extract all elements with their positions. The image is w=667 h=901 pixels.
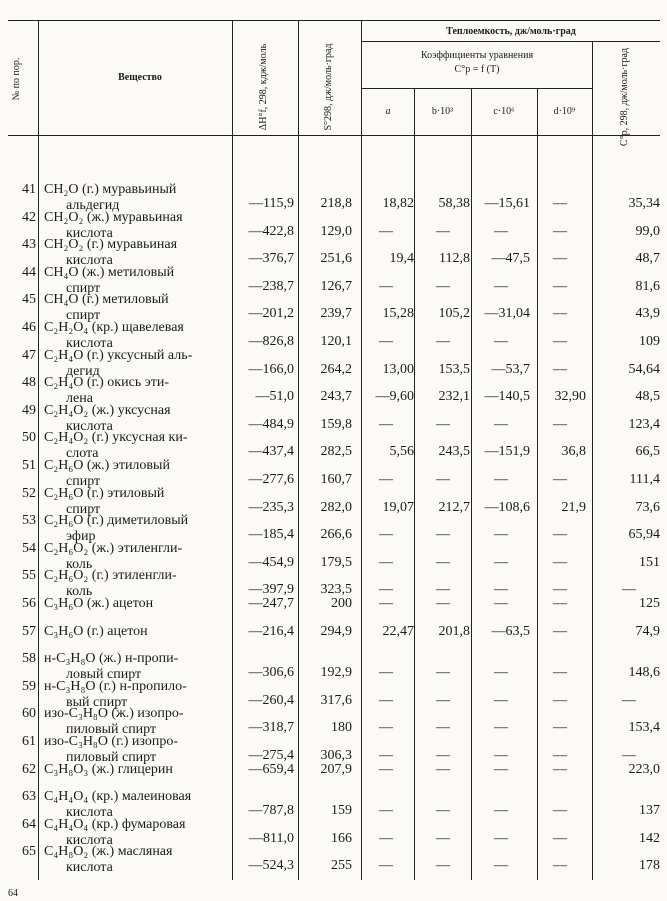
substance-line-1: изо-C₃H₈O (г.) изопро- <box>44 734 179 749</box>
row-number: 45 <box>22 292 36 307</box>
row-number: 48 <box>22 375 36 390</box>
header-substance: Вещество <box>118 72 162 83</box>
enthalpy-value: —524,3 <box>248 858 294 873</box>
header-enthalpy: ΔH°f, 298, кдж/моль <box>258 43 269 131</box>
coef-d-value: — <box>553 596 567 611</box>
col-line-5 <box>414 88 415 880</box>
enthalpy-value: —811,0 <box>249 831 294 846</box>
substance-line-1: C₂H₆O (ж.) этиловый <box>44 458 170 473</box>
heat-capacity-value: 35,34 <box>628 196 660 211</box>
header-entropy: S°298, дж/моль·град <box>323 43 334 131</box>
heat-capacity-rule <box>362 41 660 42</box>
row-number: 44 <box>22 265 36 280</box>
coef-a-value: — <box>379 858 393 873</box>
heat-capacity-value: 123,4 <box>628 417 660 432</box>
heat-capacity-value: 109 <box>639 334 660 349</box>
enthalpy-value: —201,2 <box>248 306 294 321</box>
entropy-value: 243,7 <box>320 389 352 404</box>
entropy-value: 207,9 <box>320 762 352 777</box>
substance-line-2: спирт <box>66 474 101 489</box>
substance-line-1: C₂H₄O₂ (г.) уксусная ки- <box>44 430 188 445</box>
coef-b-value: — <box>436 224 450 239</box>
header-cp: C°p, 298, дж/моль·град <box>619 47 630 147</box>
enthalpy-value: —275,4 <box>248 748 294 763</box>
coef-b-value: 212,7 <box>438 500 470 515</box>
coef-d-value: — <box>553 251 567 266</box>
coef-a-value: — <box>379 417 393 432</box>
coef-c-value: — <box>494 596 508 611</box>
row-number: 49 <box>22 403 36 418</box>
coef-d-value: — <box>553 306 567 321</box>
coef-b-value: — <box>436 527 450 542</box>
substance-line-1: C₂H₆O (г.) этиловый <box>44 486 165 501</box>
coef-c-value: —140,5 <box>484 389 530 404</box>
substance-line-1: C₂H₂O₄ (кр.) щавелевая <box>44 320 184 335</box>
entropy-value: 294,9 <box>320 624 352 639</box>
coef-c-value: — <box>494 555 508 570</box>
coef-b-value: 105,2 <box>438 306 470 321</box>
heat-capacity-value: 142 <box>639 831 660 846</box>
substance-line-1: н-C₃H₈O (г.) н-пропило- <box>44 679 187 694</box>
coef-a-value: — <box>379 748 393 763</box>
coef-b-value: — <box>436 831 450 846</box>
substance-line-1: C₂H₆O (г.) диметиловый <box>44 513 189 528</box>
substance-line-2: кислота <box>66 419 113 434</box>
col-line-1 <box>38 20 39 880</box>
enthalpy-value: —422,8 <box>248 224 294 239</box>
substance-line-2: ловый спирт <box>66 667 142 682</box>
entropy-value: 317,6 <box>320 693 352 708</box>
substance-line-1: C₂H₆O₂ (ж.) этиленгли- <box>44 541 183 556</box>
coef-d-value: 21,9 <box>561 500 586 515</box>
row-number: 46 <box>22 320 36 335</box>
coef-c-value: — <box>494 831 508 846</box>
substance-line-1: н-C₃H₈O (ж.) н-пропи- <box>44 651 179 666</box>
coef-d-value: — <box>553 665 567 680</box>
enthalpy-value: —277,6 <box>248 472 294 487</box>
header-no: № по пор. <box>11 57 22 101</box>
substance-name <box>44 624 230 640</box>
heat-capacity-value: 73,6 <box>635 500 660 515</box>
heat-capacity-value: 151 <box>639 555 660 570</box>
coef-a-value: — <box>379 472 393 487</box>
substance-line-2: спирт <box>66 308 101 323</box>
coef-a-value: 13,00 <box>382 362 414 377</box>
substance-line-1: C₄H₈O₂ (ж.) масляная <box>44 844 173 859</box>
heat-capacity-value: — <box>622 693 636 708</box>
coef-b-value: — <box>436 858 450 873</box>
entropy-value: 255 <box>331 858 352 873</box>
substance-line-2: кислота <box>66 253 113 268</box>
row-number: 42 <box>22 210 36 225</box>
coef-b-value: — <box>436 596 450 611</box>
coef-a-value: — <box>379 762 393 777</box>
enthalpy-value: —115,9 <box>249 196 294 211</box>
heat-capacity-value: 111,4 <box>629 472 660 487</box>
heat-capacity-value: — <box>622 582 636 597</box>
coef-d-value: — <box>553 417 567 432</box>
header-c: c·10⁶ <box>493 106 515 117</box>
substance-line-2: кислота <box>66 833 113 848</box>
heat-capacity-value: — <box>622 748 636 763</box>
row-number: 57 <box>22 624 36 639</box>
entropy-value: 264,2 <box>320 362 352 377</box>
coef-c-value: —15,61 <box>484 196 530 211</box>
enthalpy-value: —376,7 <box>248 251 294 266</box>
coef-a-value: —9,60 <box>375 389 414 404</box>
substance-line-2: пиловый спирт <box>66 722 157 737</box>
coef-d-value: — <box>553 831 567 846</box>
substance-line-2: эфир <box>66 529 96 544</box>
header-b: b·10³ <box>431 106 454 117</box>
coef-b-value: 153,5 <box>438 362 470 377</box>
coef-d-value: — <box>553 279 567 294</box>
coef-a-value: — <box>379 334 393 349</box>
enthalpy-value: —216,4 <box>248 624 294 639</box>
enthalpy-value: —397,9 <box>248 582 294 597</box>
coef-b-value: 112,8 <box>439 251 470 266</box>
page-number: 64 <box>8 888 18 899</box>
coef-a-value: — <box>379 693 393 708</box>
row-number: 62 <box>22 762 36 777</box>
coef-a-value: 15,28 <box>382 306 414 321</box>
coef-c-value: — <box>494 762 508 777</box>
coef-a-value: — <box>379 831 393 846</box>
substance-line-1: C₂H₆O₂ (г.) этиленгли- <box>44 568 177 583</box>
row-number: 50 <box>22 430 36 445</box>
enthalpy-value: —454,9 <box>248 555 294 570</box>
row-number: 59 <box>22 679 36 694</box>
coef-b-value: — <box>436 472 450 487</box>
coef-b-value: — <box>436 417 450 432</box>
coef-c-value: — <box>494 803 508 818</box>
substance-line-2: коль <box>66 557 93 572</box>
coef-b-value: — <box>436 279 450 294</box>
col-line-3 <box>298 20 299 880</box>
entropy-value: 120,1 <box>320 334 352 349</box>
enthalpy-value: —51,0 <box>255 389 294 404</box>
substance-line-2: вый спирт <box>66 695 128 710</box>
substance-line-1: CH₂O (г.) муравьиный <box>44 182 177 197</box>
row-number: 53 <box>22 513 36 528</box>
coef-b-value: — <box>436 762 450 777</box>
enthalpy-value: —437,4 <box>248 444 294 459</box>
substance-name <box>44 762 230 778</box>
substance-line-2: дегид <box>66 364 100 379</box>
heat-capacity-value: 223,0 <box>628 762 660 777</box>
coef-b-value: 232,1 <box>438 389 470 404</box>
coef-c-value: — <box>494 224 508 239</box>
enthalpy-value: —306,6 <box>248 665 294 680</box>
coef-d-value: — <box>553 582 567 597</box>
col-line-8 <box>592 41 593 880</box>
substance-line-1: CH₄O (ж.) метиловый <box>44 265 175 280</box>
coef-a-value: 5,56 <box>389 444 414 459</box>
heat-capacity-value: 148,6 <box>628 665 660 680</box>
coef-c-value: —108,6 <box>484 500 530 515</box>
entropy-value: 160,7 <box>320 472 352 487</box>
header-coeffs-eq: C°p = f (T) <box>454 64 500 75</box>
enthalpy-value: —235,3 <box>248 500 294 515</box>
heat-capacity-value: 66,5 <box>635 444 660 459</box>
coef-c-value: — <box>494 472 508 487</box>
substance-line-1: C₃H₈O₃ (ж.) глицерин <box>44 762 173 777</box>
substance-line-2: кислота <box>66 860 113 875</box>
entropy-value: 282,5 <box>320 444 352 459</box>
substance-line-1: изо-C₃H₈O (ж.) изопро- <box>44 706 184 721</box>
substance-line-1: C₂H₄O (г.) окись эти- <box>44 375 169 390</box>
coef-c-value: —47,5 <box>491 251 530 266</box>
coef-d-value: — <box>553 196 567 211</box>
entropy-value: 266,6 <box>320 527 352 542</box>
substance-line-1: CH₂O₂ (г.) муравьиная <box>44 237 178 252</box>
substance-line-2: альдегид <box>66 198 120 213</box>
header-heat-capacity: Теплоемкость, дж/моль·град <box>446 26 576 37</box>
header-coeffs: Коэффициенты уравнения <box>420 50 534 61</box>
coef-a-value: 19,4 <box>389 251 414 266</box>
enthalpy-value: —185,4 <box>248 527 294 542</box>
coef-b-value: — <box>436 665 450 680</box>
coef-a-value: — <box>379 665 393 680</box>
coef-b-value: — <box>436 334 450 349</box>
entropy-value: 239,7 <box>320 306 352 321</box>
coef-d-value: — <box>553 334 567 349</box>
coef-a-value: — <box>379 803 393 818</box>
row-number: 52 <box>22 486 36 501</box>
coef-c-value: —151,9 <box>484 444 530 459</box>
enthalpy-value: —247,7 <box>248 596 294 611</box>
substance-line-1: CH₄O (г.) метиловый <box>44 292 169 307</box>
row-number: 65 <box>22 844 36 859</box>
coef-a-value: 22,47 <box>382 624 414 639</box>
entropy-value: 179,5 <box>320 555 352 570</box>
coef-c-value: — <box>494 748 508 763</box>
entropy-value: 282,0 <box>320 500 352 515</box>
coef-d-value: 32,90 <box>554 389 586 404</box>
entropy-value: 180 <box>331 720 352 735</box>
coef-c-value: — <box>494 334 508 349</box>
coef-c-value: —63,5 <box>491 624 530 639</box>
substance-line-1: C₄H₄O₄ (кр.) малеиновая <box>44 789 192 804</box>
table-top-rule <box>8 20 660 21</box>
coef-a-value: — <box>379 527 393 542</box>
enthalpy-value: —659,4 <box>248 762 294 777</box>
entropy-value: 251,6 <box>320 251 352 266</box>
row-number: 56 <box>22 596 36 611</box>
row-number: 64 <box>22 817 36 832</box>
coef-d-value: — <box>553 224 567 239</box>
coef-d-value: — <box>553 555 567 570</box>
heat-capacity-value: 125 <box>639 596 660 611</box>
row-number: 43 <box>22 237 36 252</box>
coef-c-value: —31,04 <box>484 306 530 321</box>
heat-capacity-value: 81,6 <box>635 279 660 294</box>
entropy-value: 218,8 <box>320 196 352 211</box>
coef-d-value: 36,8 <box>561 444 586 459</box>
coef-d-value: — <box>553 362 567 377</box>
substance-name <box>44 596 230 612</box>
enthalpy-value: —166,0 <box>248 362 294 377</box>
coef-c-value: — <box>494 693 508 708</box>
coef-d-value: — <box>553 762 567 777</box>
coef-d-value: — <box>553 472 567 487</box>
coef-b-value: 201,8 <box>438 624 470 639</box>
coef-a-value: — <box>379 224 393 239</box>
coef-a-value: 18,82 <box>382 196 414 211</box>
substance-line-2: кислота <box>66 226 113 241</box>
heat-capacity-value: 74,9 <box>635 624 660 639</box>
row-number: 58 <box>22 651 36 666</box>
row-number: 54 <box>22 541 36 556</box>
coef-c-value: — <box>494 279 508 294</box>
enthalpy-value: —238,7 <box>248 279 294 294</box>
header-a: a <box>385 106 391 117</box>
coef-a-value: — <box>379 596 393 611</box>
coef-c-value: — <box>494 858 508 873</box>
heat-capacity-value: 99,0 <box>635 224 660 239</box>
coef-d-value: — <box>553 858 567 873</box>
entropy-value: 159,8 <box>320 417 352 432</box>
coef-c-value: —53,7 <box>491 362 530 377</box>
coef-d-value: — <box>553 803 567 818</box>
enthalpy-value: —260,4 <box>248 693 294 708</box>
substance-line-2: спирт <box>66 281 101 296</box>
coef-a-value: — <box>379 720 393 735</box>
coef-b-value: — <box>436 748 450 763</box>
substance-line-2: пиловый спирт <box>66 750 157 765</box>
substance-line-2: спирт <box>66 502 101 517</box>
enthalpy-value: —787,8 <box>248 803 294 818</box>
entropy-value: 159 <box>331 803 352 818</box>
coef-b-value: — <box>436 582 450 597</box>
header-d: d·10⁹ <box>553 106 576 117</box>
substance-line-1: C₂H₄O (г.) уксусный аль- <box>44 348 193 363</box>
entropy-value: 192,9 <box>320 665 352 680</box>
col-line-2 <box>232 20 233 880</box>
coef-a-value: 19,07 <box>382 500 414 515</box>
entropy-value: 306,3 <box>320 748 352 763</box>
row-number: 55 <box>22 568 36 583</box>
coef-d-value: — <box>553 720 567 735</box>
heat-capacity-value: 178 <box>639 858 660 873</box>
coef-b-value: 243,5 <box>438 444 470 459</box>
substance-line-1: CH₂O₂ (ж.) муравьиная <box>44 210 183 225</box>
coef-d-value: — <box>553 527 567 542</box>
coeffs-rule <box>362 88 592 89</box>
substance-name <box>44 844 230 876</box>
substance-line-1: C₃H₆O (ж.) ацетон <box>44 596 154 611</box>
row-number: 41 <box>22 182 36 197</box>
heat-capacity-value: 54,64 <box>628 362 660 377</box>
coef-b-value: — <box>436 693 450 708</box>
substance-line-2: кислота <box>66 336 113 351</box>
coef-a-value: — <box>379 555 393 570</box>
substance-line-2: лена <box>66 391 93 406</box>
row-number: 63 <box>22 789 36 804</box>
substance-line-2: коль <box>66 584 93 599</box>
coef-b-value: — <box>436 803 450 818</box>
heat-capacity-value: 137 <box>639 803 660 818</box>
coef-b-value: — <box>436 555 450 570</box>
enthalpy-value: —484,9 <box>248 417 294 432</box>
heat-capacity-value: 43,9 <box>635 306 660 321</box>
substance-line-2: слота <box>66 446 99 461</box>
coef-d-value: — <box>553 624 567 639</box>
entropy-value: 200 <box>331 596 352 611</box>
substance-line-2: кислота <box>66 805 113 820</box>
coef-c-value: — <box>494 527 508 542</box>
substance-line-1: C₄H₄O₄ (кр.) фумаровая <box>44 817 186 832</box>
entropy-value: 323,5 <box>320 582 352 597</box>
row-number: 47 <box>22 348 36 363</box>
coef-d-value: — <box>553 748 567 763</box>
heat-capacity-value: 48,5 <box>635 389 660 404</box>
entropy-value: 166 <box>331 831 352 846</box>
coef-b-value: 58,38 <box>438 196 470 211</box>
coef-c-value: — <box>494 582 508 597</box>
substance-line-1: C₃H₆O (г.) ацетон <box>44 624 148 639</box>
coef-c-value: — <box>494 720 508 735</box>
substance-line-1: C₂H₄O₂ (ж.) уксусная <box>44 403 171 418</box>
coef-a-value: — <box>379 279 393 294</box>
enthalpy-value: —318,7 <box>248 720 294 735</box>
entropy-value: 126,7 <box>320 279 352 294</box>
coef-c-value: — <box>494 665 508 680</box>
row-number: 60 <box>22 706 36 721</box>
coef-a-value: — <box>379 582 393 597</box>
row-number: 51 <box>22 458 36 473</box>
heat-capacity-value: 48,7 <box>635 251 660 266</box>
heat-capacity-value: 153,4 <box>628 720 660 735</box>
heat-capacity-value: 65,94 <box>628 527 660 542</box>
coef-c-value: — <box>494 417 508 432</box>
enthalpy-value: —826,8 <box>248 334 294 349</box>
entropy-value: 129,0 <box>320 224 352 239</box>
coef-d-value: — <box>553 693 567 708</box>
coef-b-value: — <box>436 720 450 735</box>
row-number: 61 <box>22 734 36 749</box>
